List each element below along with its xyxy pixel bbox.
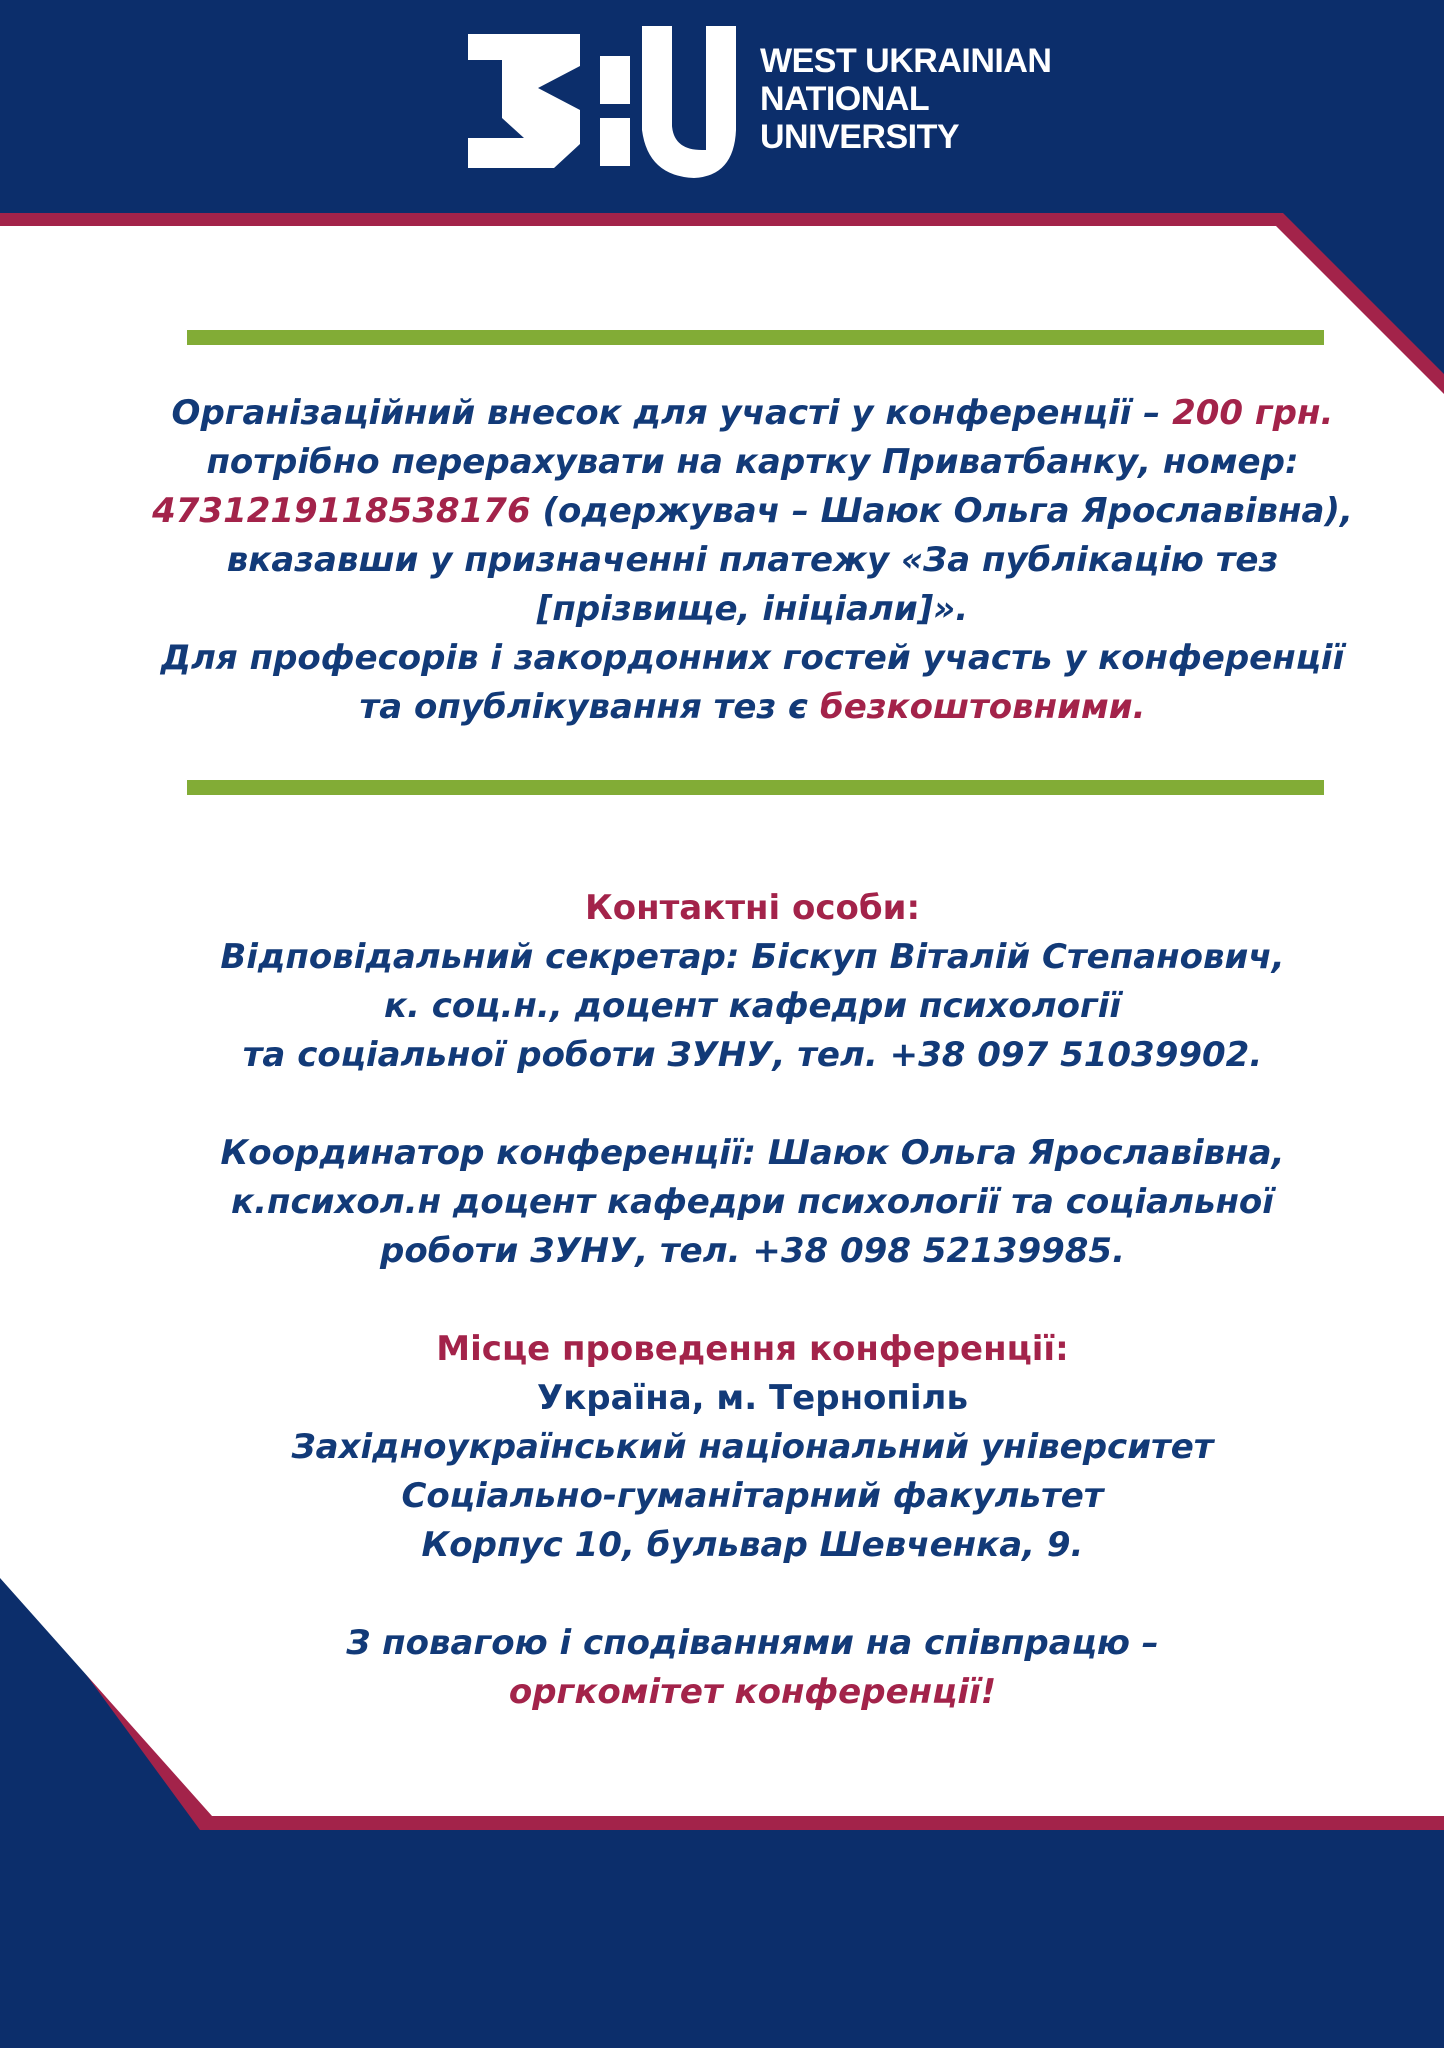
venue-line-2: Західноукраїнський національний університет — [291, 1427, 1214, 1467]
coordinator-line-2: к.психол.н доцент кафедри психології та соціальної — [231, 1182, 1274, 1222]
fee-line-3 — [140, 487, 1365, 536]
venue-heading: Місце проведення конференції: — [436, 1329, 1069, 1369]
closing-line-2: оргкомітет конференції! — [508, 1672, 997, 1712]
logo-line-1: WEST UKRAINIAN — [760, 42, 1052, 80]
fee-line-7 — [140, 683, 1365, 732]
recipient-text: (одержувач – Шаюк Ольга Ярославівна), — [530, 491, 1353, 531]
fee-section — [140, 389, 1365, 732]
fee-line-1 — [140, 389, 1365, 438]
venue-line-3: Соціально-гуманітарний факультет — [401, 1476, 1104, 1516]
wunu-logo-icon — [462, 26, 742, 181]
logo-line-3: UNIVERSITY — [760, 118, 960, 156]
divider-bottom — [187, 780, 1324, 795]
divider-top — [187, 330, 1324, 345]
fee-line-4: вказавши у призначенні платежу «За публікацію тез — [226, 540, 1279, 580]
fee-text: Організаційний внесок для участі у конференції – — [171, 393, 1173, 433]
contacts-heading: Контактні особи: — [584, 888, 921, 928]
logo-line-2: NATIONAL — [760, 80, 930, 118]
closing-line-1: З повагою і сподіваннями на співпрацю – — [346, 1623, 1159, 1663]
coordinator-line-1: Координатор конференції: Шаюк Ольга Ярославівна, — [220, 1133, 1285, 1173]
free-note-text: та опублікування тез є — [359, 687, 820, 727]
fee-amount: 200 грн. — [1172, 393, 1334, 433]
venue-line-1: Україна, м. Тернопіль — [537, 1378, 968, 1418]
secretary-line-2: к. соц.н., доцент кафедри психології — [383, 986, 1122, 1026]
secretary-line-1: Відповідальний секретар: Біскуп Віталій Степанович, — [220, 937, 1285, 977]
university-logo — [462, 26, 1062, 181]
fee-line-6: Для професорів і закордонних гостей участь у конференції — [160, 638, 1345, 678]
fee-line-2: потрібно перерахувати на картку Приватбанку, номер: — [206, 442, 1299, 482]
university-name — [760, 42, 1051, 156]
contacts-section — [140, 884, 1365, 1717]
free-label: безкоштовними. — [819, 687, 1146, 727]
fee-line-5: [прізвище, ініціали]». — [536, 589, 969, 629]
venue-line-4: Корпус 10, бульвар Шевченка, 9. — [421, 1525, 1084, 1565]
secretary-line-3: та соціальної роботи ЗУНУ, тел. +38 097 51039902. — [242, 1035, 1263, 1075]
card-number: 4731219118538176 — [152, 491, 531, 531]
coordinator-line-3: роботи ЗУНУ, тел. +38 098 52139985. — [380, 1231, 1125, 1271]
